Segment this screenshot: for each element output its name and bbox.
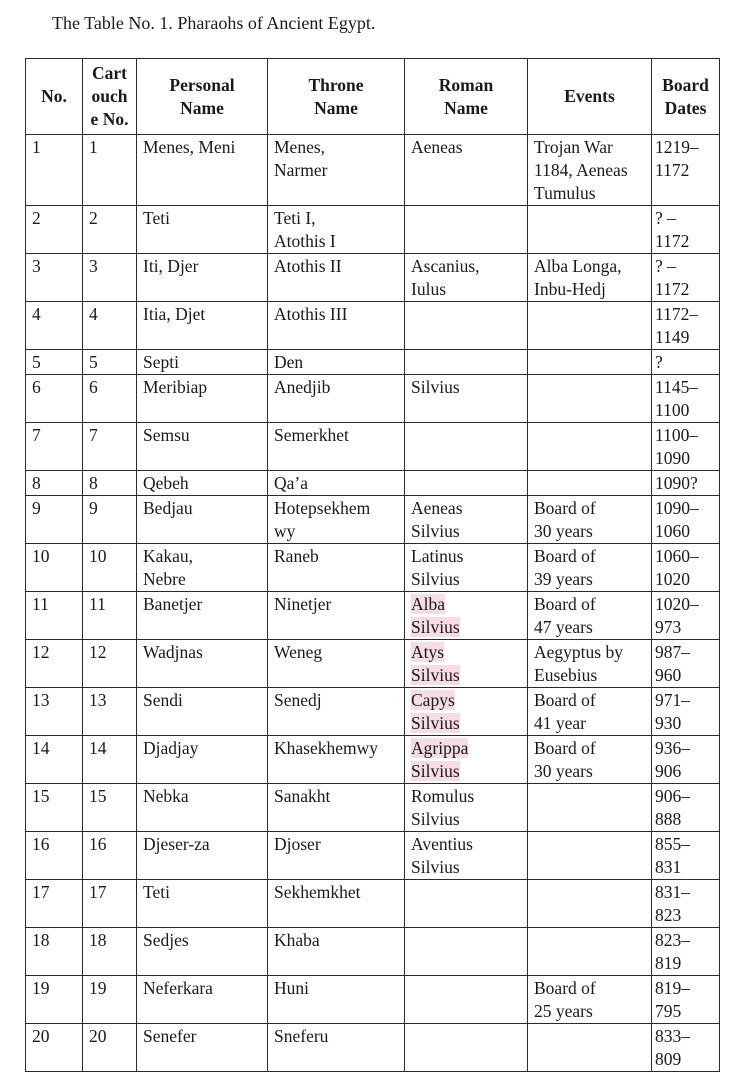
- cell-personal-name: Itia, Djet: [137, 302, 268, 350]
- table-row: [26, 375, 720, 423]
- table-row: [26, 1024, 720, 1072]
- cell-personal-name: Menes, Meni: [137, 135, 268, 206]
- cell-events: Board of 30 years: [528, 496, 652, 544]
- cell-events: [528, 832, 652, 880]
- cell-cartouche-no: 3: [83, 254, 137, 302]
- cell-no: 18: [26, 928, 83, 976]
- cell-cartouche-no: 13: [83, 688, 137, 736]
- header-roman-name: Roman Name: [405, 59, 528, 135]
- cell-cartouche-no: 4: [83, 302, 137, 350]
- cell-throne-name: Sanakht: [268, 784, 405, 832]
- cell-cartouche-no: 15: [83, 784, 137, 832]
- cell-personal-name: Meribiap: [137, 375, 268, 423]
- cell-throne-name: Semerkhet: [268, 423, 405, 471]
- cell-cartouche-no: 16: [83, 832, 137, 880]
- header-no: No.: [26, 59, 83, 135]
- cell-events: [528, 350, 652, 375]
- cell-throne-name: Khaba: [268, 928, 405, 976]
- cell-board-dates: 1020– 973: [652, 592, 720, 640]
- cell-throne-name: Weneg: [268, 640, 405, 688]
- table-row: [26, 302, 720, 350]
- cell-personal-name: Neferkara: [137, 976, 268, 1024]
- cell-cartouche-no: 10: [83, 544, 137, 592]
- cell-events: Board of 25 years: [528, 976, 652, 1024]
- cell-board-dates: 1060– 1020: [652, 544, 720, 592]
- cell-roman-name: [405, 976, 528, 1024]
- cell-throne-name: Djoser: [268, 832, 405, 880]
- table-row: [26, 206, 720, 254]
- cell-throne-name: Senedj: [268, 688, 405, 736]
- cell-no: 11: [26, 592, 83, 640]
- cell-throne-name: Atothis II: [268, 254, 405, 302]
- cell-board-dates: ? – 1172: [652, 254, 720, 302]
- cell-no: 5: [26, 350, 83, 375]
- table-row: [26, 135, 720, 206]
- cell-board-dates: 987– 960: [652, 640, 720, 688]
- cell-throne-name: Den: [268, 350, 405, 375]
- cell-roman-name: [405, 736, 528, 784]
- cell-cartouche-no: 11: [83, 592, 137, 640]
- cell-board-dates: 936– 906: [652, 736, 720, 784]
- table-row: [26, 471, 720, 496]
- cell-roman-name: Silvius: [405, 375, 528, 423]
- table-row: [26, 976, 720, 1024]
- cell-events: [528, 1024, 652, 1072]
- cell-events: [528, 928, 652, 976]
- cell-throne-name: Khasekhemwy: [268, 736, 405, 784]
- cell-events: [528, 423, 652, 471]
- cell-no: 6: [26, 375, 83, 423]
- cell-roman-name: [405, 350, 528, 375]
- table-row: [26, 496, 720, 544]
- cell-no: 17: [26, 880, 83, 928]
- cell-no: 13: [26, 688, 83, 736]
- cell-roman-name: [405, 688, 528, 736]
- cell-roman-name: [405, 928, 528, 976]
- highlighted-text: Alba Silvius: [411, 594, 460, 637]
- table-row: [26, 544, 720, 592]
- cell-board-dates: 1172– 1149: [652, 302, 720, 350]
- table-row: [26, 423, 720, 471]
- cell-board-dates: 1090?: [652, 471, 720, 496]
- cell-cartouche-no: 6: [83, 375, 137, 423]
- cell-no: 10: [26, 544, 83, 592]
- cell-throne-name: Hotepsekhem wy: [268, 496, 405, 544]
- header-board-dates: Board Dates: [652, 59, 720, 135]
- cell-throne-name: Anedjib: [268, 375, 405, 423]
- cell-roman-name: Aventius Silvius: [405, 832, 528, 880]
- cell-board-dates: 819– 795: [652, 976, 720, 1024]
- table-row: [26, 784, 720, 832]
- cell-cartouche-no: 7: [83, 423, 137, 471]
- cell-events: Board of 41 year: [528, 688, 652, 736]
- cell-cartouche-no: 1: [83, 135, 137, 206]
- cell-roman-name: [405, 206, 528, 254]
- cell-no: 12: [26, 640, 83, 688]
- cell-no: 3: [26, 254, 83, 302]
- cell-cartouche-no: 14: [83, 736, 137, 784]
- cell-no: 2: [26, 206, 83, 254]
- table-row: [26, 880, 720, 928]
- cell-personal-name: Septi: [137, 350, 268, 375]
- cell-board-dates: 1219– 1172: [652, 135, 720, 206]
- cell-roman-name: [405, 302, 528, 350]
- cell-roman-name: [405, 880, 528, 928]
- cell-throne-name: Ninetjer: [268, 592, 405, 640]
- header-personal-name: Personal Name: [137, 59, 268, 135]
- cell-no: 8: [26, 471, 83, 496]
- cell-cartouche-no: 12: [83, 640, 137, 688]
- cell-roman-name: [405, 471, 528, 496]
- cell-roman-name: Aeneas: [405, 135, 528, 206]
- header-cartouche-no: Cart ouch e No.: [83, 59, 137, 135]
- cell-events: Board of 30 years: [528, 736, 652, 784]
- cell-no: 15: [26, 784, 83, 832]
- cell-personal-name: Djeser-za: [137, 832, 268, 880]
- cell-cartouche-no: 19: [83, 976, 137, 1024]
- cell-personal-name: Sendi: [137, 688, 268, 736]
- cell-events: [528, 375, 652, 423]
- table-row: [26, 736, 720, 784]
- cell-personal-name: Wadjnas: [137, 640, 268, 688]
- table-row: [26, 832, 720, 880]
- cell-board-dates: 1090– 1060: [652, 496, 720, 544]
- cell-no: 16: [26, 832, 83, 880]
- cell-throne-name: Qa’a: [268, 471, 405, 496]
- header-row: [26, 59, 720, 135]
- cell-throne-name: Atothis III: [268, 302, 405, 350]
- cell-cartouche-no: 2: [83, 206, 137, 254]
- cell-board-dates: 855– 831: [652, 832, 720, 880]
- table-row: [26, 688, 720, 736]
- cell-events: Board of 47 years: [528, 592, 652, 640]
- cell-events: [528, 471, 652, 496]
- cell-roman-name: Aeneas Silvius: [405, 496, 528, 544]
- cell-roman-name: [405, 1024, 528, 1072]
- pharaohs-table: [25, 58, 720, 1072]
- cell-board-dates: ?: [652, 350, 720, 375]
- cell-roman-name: Romulus Silvius: [405, 784, 528, 832]
- cell-personal-name: Semsu: [137, 423, 268, 471]
- cell-throne-name: Raneb: [268, 544, 405, 592]
- cell-roman-name: [405, 640, 528, 688]
- cell-events: Trojan War 1184, Aeneas Tumulus: [528, 135, 652, 206]
- table-row: [26, 928, 720, 976]
- cell-personal-name: Bedjau: [137, 496, 268, 544]
- cell-personal-name: Kakau, Nebre: [137, 544, 268, 592]
- cell-throne-name: Sneferu: [268, 1024, 405, 1072]
- cell-board-dates: 823– 819: [652, 928, 720, 976]
- cell-personal-name: Senefer: [137, 1024, 268, 1072]
- cell-events: [528, 302, 652, 350]
- cell-throne-name: Sekhemkhet: [268, 880, 405, 928]
- table-row: [26, 350, 720, 375]
- cell-personal-name: Sedjes: [137, 928, 268, 976]
- cell-no: 9: [26, 496, 83, 544]
- table-row: [26, 640, 720, 688]
- cell-throne-name: Teti I, Atothis I: [268, 206, 405, 254]
- cell-no: 7: [26, 423, 83, 471]
- cell-roman-name: Latinus Silvius: [405, 544, 528, 592]
- cell-board-dates: 971– 930: [652, 688, 720, 736]
- cell-cartouche-no: 5: [83, 350, 137, 375]
- cell-personal-name: Qebeh: [137, 471, 268, 496]
- cell-no: 19: [26, 976, 83, 1024]
- cell-board-dates: 1100– 1090: [652, 423, 720, 471]
- cell-cartouche-no: 8: [83, 471, 137, 496]
- cell-cartouche-no: 9: [83, 496, 137, 544]
- cell-no: 20: [26, 1024, 83, 1072]
- header-events: Events: [528, 59, 652, 135]
- cell-board-dates: 906– 888: [652, 784, 720, 832]
- cell-events: [528, 206, 652, 254]
- cell-throne-name: Huni: [268, 976, 405, 1024]
- table-body: [26, 135, 720, 1072]
- highlighted-text: Atys Silvius: [411, 642, 460, 685]
- cell-personal-name: Teti: [137, 206, 268, 254]
- table-row: [26, 592, 720, 640]
- cell-roman-name: [405, 423, 528, 471]
- cell-board-dates: 833– 809: [652, 1024, 720, 1072]
- cell-personal-name: Djadjay: [137, 736, 268, 784]
- cell-cartouche-no: 18: [83, 928, 137, 976]
- cell-no: 4: [26, 302, 83, 350]
- cell-roman-name: Ascanius, Iulus: [405, 254, 528, 302]
- cell-events: [528, 880, 652, 928]
- header-throne-name: Throne Name: [268, 59, 405, 135]
- highlighted-text: Capys Silvius: [411, 690, 460, 733]
- cell-board-dates: ? – 1172: [652, 206, 720, 254]
- cell-events: Board of 39 years: [528, 544, 652, 592]
- cell-events: Alba Longa, Inbu-Hedj: [528, 254, 652, 302]
- cell-throne-name: Menes, Narmer: [268, 135, 405, 206]
- table-row: [26, 254, 720, 302]
- highlighted-text: Agrippa Silvius: [411, 738, 469, 781]
- cell-no: 1: [26, 135, 83, 206]
- cell-board-dates: 1145– 1100: [652, 375, 720, 423]
- cell-events: [528, 784, 652, 832]
- cell-board-dates: 831– 823: [652, 880, 720, 928]
- cell-personal-name: Iti, Djer: [137, 254, 268, 302]
- cell-events: Aegyptus by Eusebius: [528, 640, 652, 688]
- table-caption: The Table No. 1. Pharaohs of Ancient Egypt.: [52, 13, 376, 33]
- cell-personal-name: Banetjer: [137, 592, 268, 640]
- cell-cartouche-no: 20: [83, 1024, 137, 1072]
- cell-roman-name: [405, 592, 528, 640]
- cell-no: 14: [26, 736, 83, 784]
- cell-personal-name: Teti: [137, 880, 268, 928]
- cell-personal-name: Nebka: [137, 784, 268, 832]
- cell-cartouche-no: 17: [83, 880, 137, 928]
